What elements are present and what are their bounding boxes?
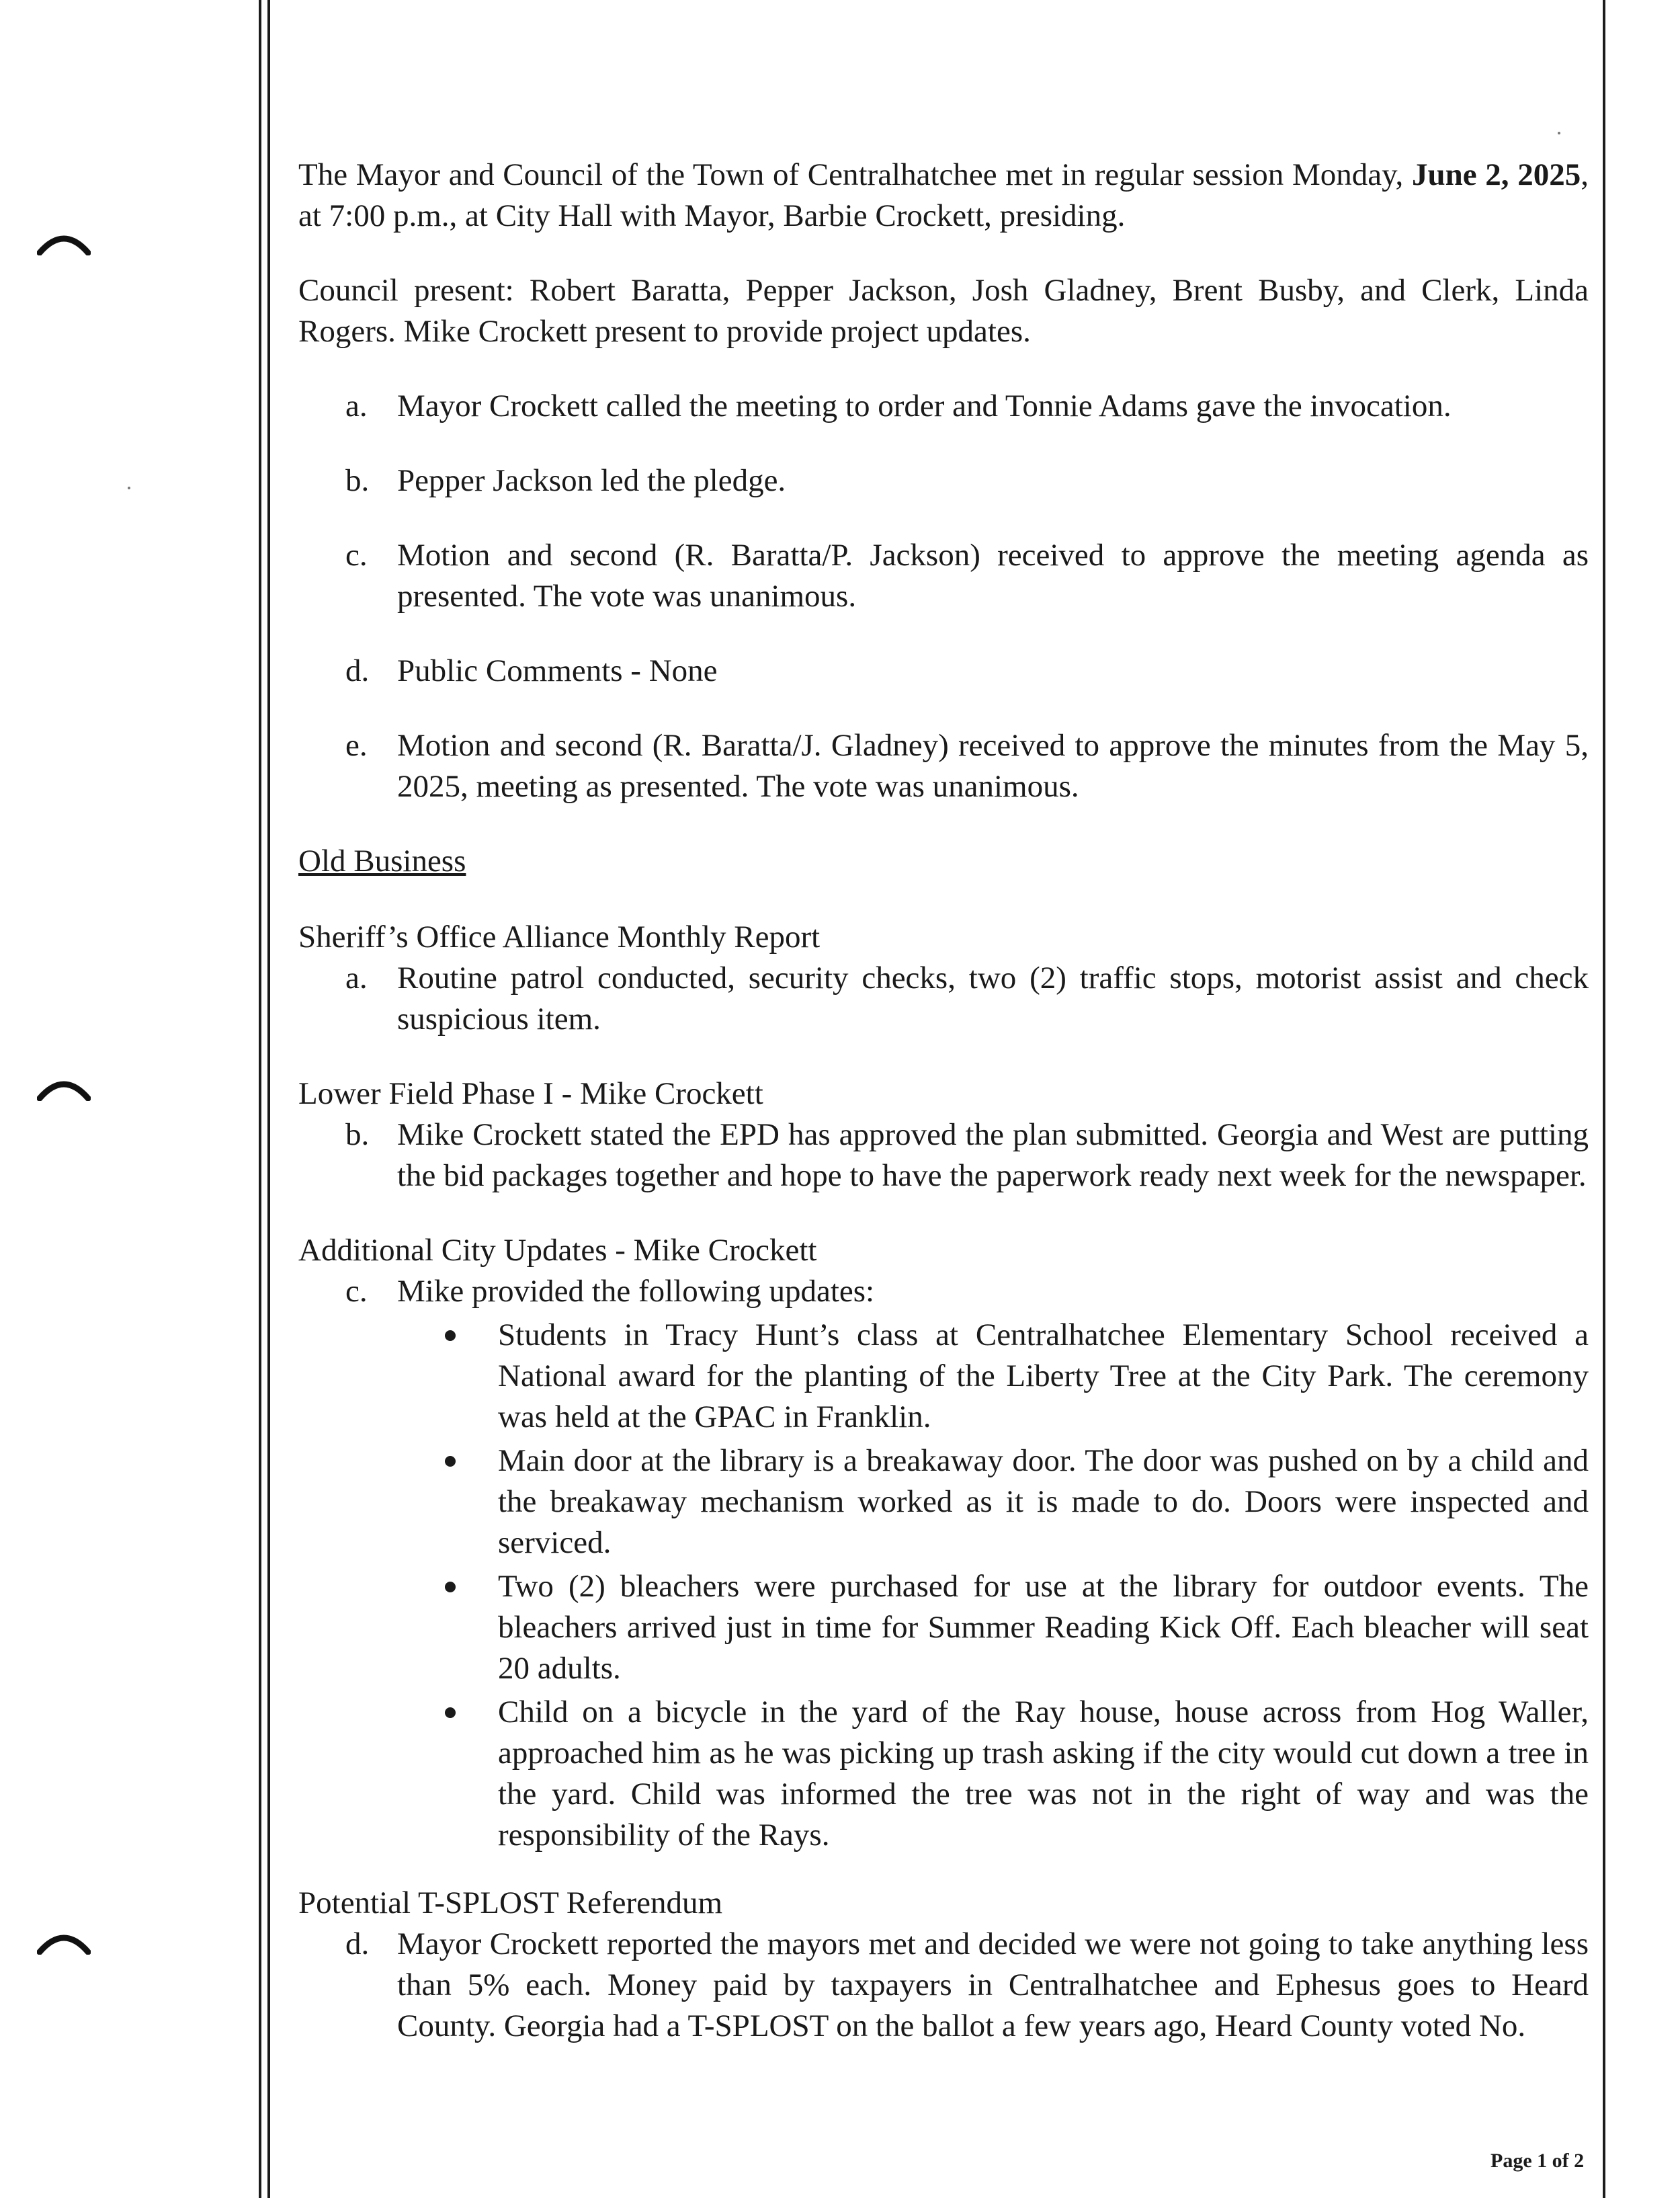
scan-speck [128, 487, 130, 489]
meeting-date: June 2, 2025 [1411, 157, 1581, 192]
item-marker: a. [345, 961, 368, 995]
list-item [298, 1566, 1589, 1689]
item-text: Pepper Jackson led the pledge. [397, 463, 786, 498]
minutes-body [298, 155, 1589, 2080]
update-text: Child on a bicycle in the yard of the Ray house, house across from Hog Waller, approached him as he was picking up trash asking if the city would cut down a tree in the yard. Child was informed the tree was not in the right of way and was the responsibility of the Rays. [498, 1695, 1589, 1853]
scan-speck [1558, 132, 1560, 134]
item-marker: e. [345, 728, 368, 763]
opening-item [298, 535, 1589, 617]
opening-item [298, 725, 1589, 807]
section-title: Sheriff’s Office Alliance Monthly Report [298, 920, 821, 954]
item-marker: a. [345, 389, 368, 423]
bullet-dot [445, 1456, 456, 1467]
section-item [298, 1271, 1589, 1312]
item-text: Public Comments - None [397, 653, 718, 688]
item-text: Mayor Crockett called the meeting to order and Tonnie Adams gave the invocation. [397, 389, 1452, 423]
item-marker: b. [345, 1117, 370, 1152]
update-text: Main door at the library is a breakaway door. The door was pushed on by a child and the breakaway mechanism worked as it is made to do. Doors were inspected and serviced. [498, 1443, 1589, 1560]
item-marker: b. [345, 463, 370, 498]
opening-item [298, 386, 1589, 427]
item-text: Mike Crockett stated the EPD has approved the plan submitted. Georgia and West are putting the bid packages together and hope to have the paperwork ready next week for the newspaper. [397, 1117, 1589, 1193]
list-item [298, 1440, 1589, 1563]
bullet-dot [445, 1582, 456, 1592]
section-title: Potential T-SPLOST Referendum [298, 1885, 723, 1920]
section-item [298, 1924, 1589, 2047]
left-margin-rule-outer [259, 0, 261, 2198]
item-text: Mayor Crockett reported the mayors met and decided we were not going to take anything less than 5% each. Money paid by taxpayers in Centralhatchee and Ephesus goes to Heard County. Georgia had a T-SPLOST on the ballot a few years ago, Heard County voted No. [397, 1926, 1589, 2043]
section-title: Additional City Updates - Mike Crockett [298, 1233, 817, 1268]
item-text: Routine patrol conducted, security checks, two (2) traffic stops, motorist assist and check suspicious item. [397, 961, 1589, 1036]
old-business-heading: Old Business [298, 844, 466, 879]
binder-hole-arc-3 [37, 1928, 91, 1955]
section-item [298, 1114, 1589, 1196]
section-title: Lower Field Phase I - Mike Crockett [298, 1076, 763, 1111]
bullet-dot [445, 1707, 456, 1718]
update-text: Students in Tracy Hunt’s class at Centralhatchee Elementary School received a National award for the planting of the Liberty Tree at the City Park. The ceremony was held at the GPAC in Franklin. [498, 1317, 1589, 1434]
item-marker: c. [345, 1274, 368, 1309]
list-item [298, 1315, 1589, 1438]
attendance-paragraph: Council present: Robert Baratta, Pepper Jackson, Josh Gladney, Brent Busby, and Clerk, Linda Rogers. Mike Crockett present to provide project updates. [298, 273, 1589, 349]
page-number: Page 1 of 2 [1490, 2150, 1585, 2172]
list-item [298, 1692, 1589, 1856]
item-text: Motion and second (R. Baratta/P. Jackson) received to approve the meeting agenda as presented. The vote was unanimous. [397, 538, 1589, 614]
intro-paragraph [298, 155, 1589, 237]
bullet-dot [445, 1330, 456, 1341]
updates-list [298, 1315, 1589, 1856]
left-margin-rule-inner [267, 0, 270, 2198]
intro-tail: , at 7:00 p.m., at City Hall with Mayor, Barbie Crockett, presiding. [298, 157, 1589, 233]
binder-hole-arc-2 [37, 1074, 91, 1101]
opening-item [298, 460, 1589, 501]
intro-lead: The Mayor and Council of the Town of Centralhatchee met in regular session Monday, [298, 157, 1412, 192]
item-marker: c. [345, 538, 368, 573]
item-marker: d. [345, 1926, 370, 1961]
item-text: Motion and second (R. Baratta/J. Gladney) received to approve the minutes from the May 5, 2025, meeting as presented. The vote was unanimous. [397, 728, 1589, 804]
item-text: Mike provided the following updates: [397, 1274, 875, 1309]
binder-hole-arc-1 [37, 229, 91, 255]
update-text: Two (2) bleachers were purchased for use at the library for outdoor events. The bleachers arrived just in time for Summer Reading Kick Off. Each bleacher will seat 20 adults. [498, 1569, 1589, 1686]
section-item [298, 958, 1589, 1040]
item-marker: d. [345, 653, 370, 688]
right-margin-rule [1603, 0, 1605, 2198]
opening-item [298, 651, 1589, 692]
